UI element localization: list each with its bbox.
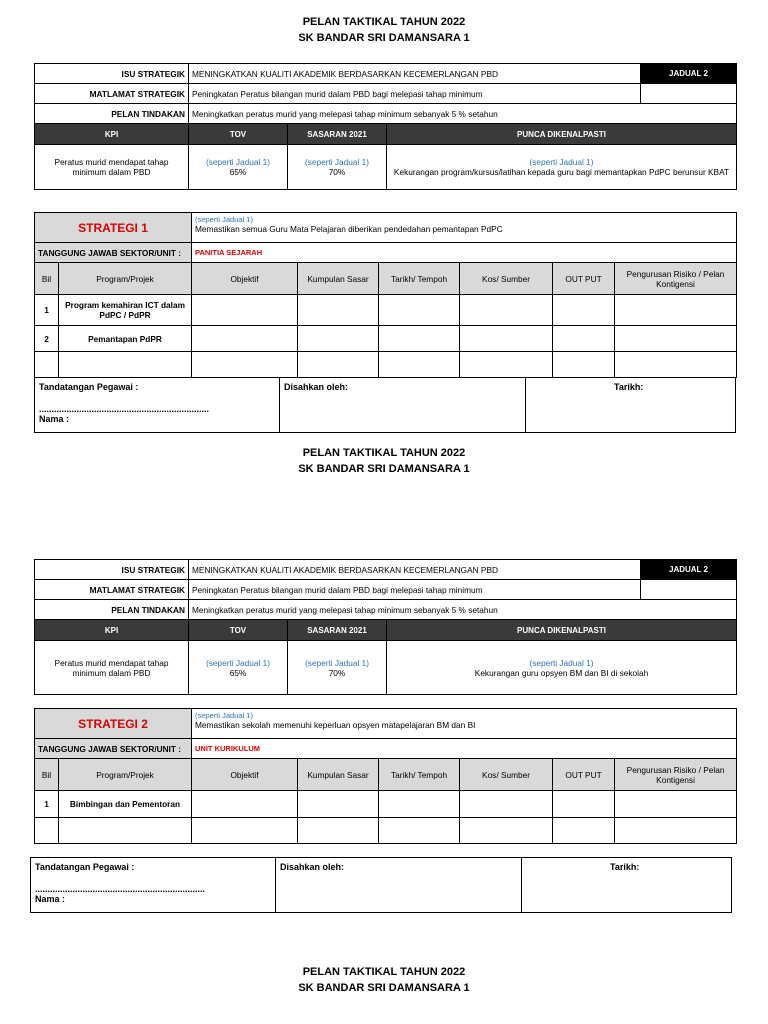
school-name: SK BANDAR SRI DAMANSARA 1 [298,32,470,44]
col-risiko: Pengurusan Risiko / Pelan Kontigensi [615,759,737,791]
signature-label: Tandatangan Pegawai : [35,862,135,872]
strategy-table-2 [34,708,737,844]
unit-label: TANGGUNG JAWAB SEKTOR/UNIT : [35,739,192,759]
unit-value: PANITIA SEJARAH [192,243,737,263]
strategy-desc-cell [192,213,737,243]
sasaran-cell [288,145,387,190]
signature-line: .................................................................... [35,884,206,894]
kpi-header: KPI [35,620,189,641]
approved-label: Disahkan oleh: [284,382,349,392]
plan-title: PELAN TAKTIKAL TAHUN 2022 [302,447,466,459]
tov-value: 65% [229,667,247,678]
signature-box-1 [34,377,736,433]
strategy-desc: Memastikan semua Guru Mata Pelajaran diberikan pendedahan pemantapan PdPC [195,224,503,234]
page-header-1 [0,14,768,46]
sasaran-value: 70% [328,167,346,177]
date-label: Tarikh: [614,382,644,392]
signature-box-2 [30,857,732,913]
col-kos: Kos/ Sumber [460,759,553,791]
pelan-label: PELAN TINDAKAN [35,600,189,620]
sasaran-cell [288,641,387,695]
tov-header: TOV [189,124,288,145]
date-label: Tarikh: [610,862,640,872]
matlamat-value: Peningkatan Peratus bilangan murid dalam PBD bagi melepasi tahap minimum [189,84,641,104]
info-table-1 [34,63,737,190]
isu-label: ISU STRATEGIK [35,64,189,84]
strategy-label: STRATEGI 1 [35,213,192,243]
row-bil: 1 [35,295,59,326]
kpi-value: Peratus murid mendapat tahap minimum dalam PBD [35,145,189,190]
school-name: SK BANDAR SRI DAMANSARA 1 [298,982,470,994]
row-program [59,352,192,378]
page-header-2 [0,445,768,477]
kpi-value: Peratus murid mendapat tahap minimum dalam PBD [35,641,189,695]
strategy-label: STRATEGI 2 [35,709,192,739]
tov-header: TOV [189,620,288,641]
unit-label: TANGGUNG JAWAB SEKTOR/UNIT : [35,243,192,263]
row-bil: 2 [35,326,59,352]
col-program: Program/Projek [59,759,192,791]
sasaran-header: SASARAN 2021 [288,620,387,641]
col-output: OUT PUT [553,759,615,791]
row-program [59,818,192,844]
tov-ref: (seperti Jadual 1) [205,657,271,668]
sasaran-header: SASARAN 2021 [288,124,387,145]
table-row [35,791,737,818]
sasaran-ref: (seperti Jadual 1) [304,157,370,167]
strategy-desc: Memastikan sekolah memenuhi keperluan opsyen matapelajaran BM dan BI [195,720,476,730]
table-row [35,326,737,352]
tov-cell [189,145,288,190]
approved-by [276,858,522,912]
info-table-2 [34,559,737,695]
isu-label: ISU STRATEGIK [35,560,189,580]
row-bil: 1 [35,791,59,818]
table-row [35,295,737,326]
row-bil [35,818,59,844]
name-label: Nama : [35,894,66,904]
isu-value: MENINGKATKAN KUALITI AKADEMIK BERDASARKAN KECEMERLANGAN PBD [189,64,641,84]
pelan-label: PELAN TINDAKAN [35,104,189,124]
signature-label: Tandatangan Pegawai : [39,382,139,392]
unit-value: UNIT KURIKULUM [192,739,737,759]
col-tarikh: Tarikh/ Tempoh [379,759,460,791]
punca-ref: (seperti Jadual 1) [529,657,594,668]
strategy-ref: (seperti Jadual 1) [195,215,253,224]
row-program: Program kemahiran ICT dalam PdPC / PdPR [59,295,192,326]
matlamat-label: MATLAMAT STRATEGIK [35,84,189,104]
punca-value: Kekurangan guru opsyen BM dan BI di sekolah [474,667,649,678]
punca-cell [387,641,737,695]
col-output: OUT PUT [553,263,615,295]
isu-value: MENINGKATKAN KUALITI AKADEMIK BERDASARKAN KECEMERLANGAN PBD [189,560,641,580]
tov-value: 65% [229,167,247,177]
col-bil: Bil [35,759,59,791]
col-bil: Bil [35,263,59,295]
sasaran-ref: (seperti Jadual 1) [304,657,370,668]
sasaran-value: 70% [328,667,346,678]
strategy-table-1 [34,212,737,378]
jadual-badge: JADUAL 2 [641,560,737,580]
row-program: Pemantapan PdPR [59,326,192,352]
table-row [35,352,737,378]
kpi-header: KPI [35,124,189,145]
pelan-value: Meningkatkan peratus murid yang melepasi tahap minimum sebanyak 5 % setahun [189,104,737,124]
matlamat-value: Peningkatan Peratus bilangan murid dalam PBD bagi melepasi tahap minimum [189,580,641,600]
signature-officer [31,858,276,912]
table-row [35,818,737,844]
school-name: SK BANDAR SRI DAMANSARA 1 [298,463,470,475]
approved-by [280,378,526,432]
page-header-3 [0,964,768,996]
plan-title: PELAN TAKTIKAL TAHUN 2022 [302,966,466,978]
signature-line: .................................................................... [39,404,210,414]
date-cell [526,378,735,432]
punca-ref: (seperti Jadual 1) [529,157,594,167]
punca-header: PUNCA DIKENALPASTI [387,620,737,641]
row-program: Bimbingan dan Pementoran [59,791,192,818]
strategy-desc-cell [192,709,737,739]
punca-header: PUNCA DIKENALPASTI [387,124,737,145]
col-tarikh: Tarikh/ Tempoh [379,263,460,295]
approved-label: Disahkan oleh: [280,862,345,872]
col-kumpulan: Kumpulan Sasar [298,263,379,295]
matlamat-label: MATLAMAT STRATEGIK [35,580,189,600]
col-objektif: Objektif [192,263,298,295]
plan-title: PELAN TAKTIKAL TAHUN 2022 [302,16,466,28]
name-label: Nama : [39,414,70,424]
jadual-badge: JADUAL 2 [641,64,737,84]
punca-cell [387,145,737,190]
col-risiko: Pengurusan Risiko / Pelan Kontigensi [615,263,737,295]
col-program: Program/Projek [59,263,192,295]
tov-cell [189,641,288,695]
col-kumpulan: Kumpulan Sasar [298,759,379,791]
pelan-value: Meningkatkan peratus murid yang melepasi tahap minimum sebanyak 5 % setahun [189,600,737,620]
date-cell [522,858,731,912]
col-objektif: Objektif [192,759,298,791]
row-bil [35,352,59,378]
tov-ref: (seperti Jadual 1) [205,157,271,167]
signature-officer [35,378,280,432]
col-kos: Kos/ Sumber [460,263,553,295]
punca-value: Kekurangan program/kursus/latihan kepada guru bagi memantapkan PdPC berunsur KBAT [393,167,730,177]
strategy-ref: (seperti Jadual 1) [195,711,253,720]
